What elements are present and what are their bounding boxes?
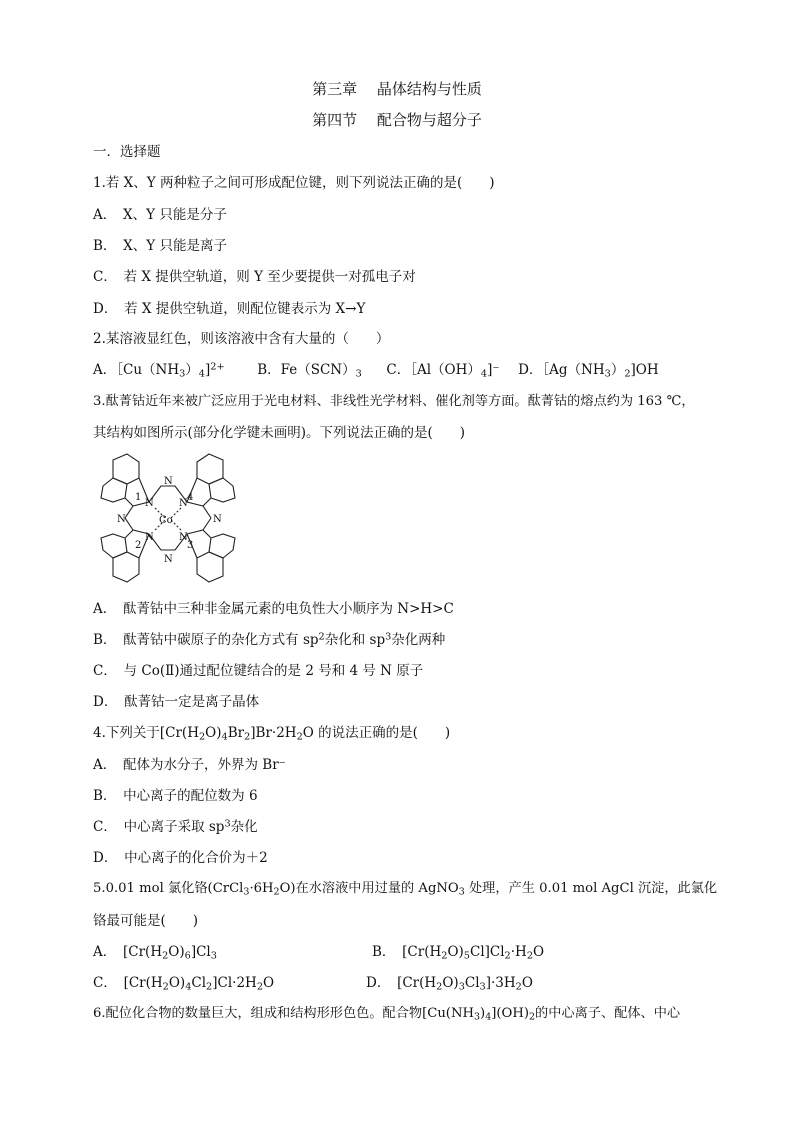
fig-label-2: 2 [135, 540, 142, 551]
q2-stem: 2.某溶液显红色，则该溶液中含有大量的（ ） [93, 331, 390, 347]
q2-options [93, 361, 733, 379]
chapter-title: 第三章 晶体结构与性质 [312, 80, 482, 98]
q5-option-c: C． $[Cr(H_2O)_4Cl_2]Cl\cdot 2H_2O$ [93, 975, 275, 993]
q4-option-c: C． 中心离子采取 $sp^3$杂化 [93, 818, 258, 835]
q3-option-d: D． 酞菁钴一定是离子晶体 [93, 694, 260, 710]
fig-label-1: 1 [135, 492, 142, 503]
fig-n4: N [179, 498, 188, 509]
fig-n-left: N [117, 514, 126, 525]
fig-n-top: N [164, 476, 173, 487]
fig-label-3: 3 [187, 540, 194, 551]
q2-option-b: B．$Fe(SCN)_3$ [257, 362, 362, 380]
q1-option-c: C． 若 X 提供空轨道，则 Y 至少要提供一对孤电子对 [93, 269, 416, 285]
fig-n3: N [179, 532, 188, 543]
q4-option-a: A． 配体为水分子，外界为 Br⁻ [93, 757, 286, 773]
section-heading: 一．选择题 [93, 144, 161, 160]
q6-stem: 6.配位化合物的数量巨大，组成和结构形形色色。配合物$[Cu(NH_3)_4](OH)_2$的中心离子、配体、中心 [93, 1006, 681, 1023]
fig-n-right: N [213, 514, 222, 525]
q4-option-d: D． 中心离子的化合价为＋2 [93, 850, 268, 866]
q4-stem: 4.下列关于$[Cr(H_2O)_4Br_2]Br\cdot 2H_2O$ 的说法正确的是( ) [93, 725, 451, 743]
q1-option-d: D． 若 X 提供空轨道，则配位键表示为 X→Y [93, 301, 366, 317]
q1-option-a: A． X、Y 只能是分子 [93, 207, 227, 223]
q2-option-c: C．$[Al(OH)_4]^-$ [386, 362, 500, 380]
q5-option-a: A． $[Cr(H_2O)_6]Cl_3$ [93, 944, 217, 962]
q2-option-d: D．$[Ag(NH_3)_2]OH$ [518, 362, 659, 380]
fig-label-4: 4 [187, 492, 194, 503]
q1-option-b: B． X、Y 只能是离子 [93, 238, 227, 254]
section-title: 第四节 配合物与超分子 [312, 111, 482, 129]
fig-co-label: Co [159, 515, 173, 526]
q3-option-a: A． 酞菁钴中三种非金属元素的电负性大小顺序为 N>H>C [93, 601, 454, 617]
q5-option-b: B． $[Cr(H_2O)_5Cl]Cl_2\cdot H_2O$ [372, 944, 545, 962]
q3-stem-line2: 其结构如图所示(部分化学键未画明)。下列说法正确的是( ) [93, 425, 466, 441]
q5-stem-line1: 5.0.01 mol 氯化铬$(CrCl_3\cdot 6H_2O)$在水溶液中用过量的 AgNO$_3$ 处理，产生 0.01 mol AgCl 沉淀，此氯化 [93, 881, 718, 898]
phthalocyanine-structure-figure [93, 450, 243, 586]
fig-n1: N [145, 498, 154, 509]
q5-stem-line2: 铬最可能是( ) [93, 913, 199, 929]
q3-stem-line1: 3.酞菁钴近年来被广泛应用于光电材料、非线性光学材料、催化剂等方面。酞菁钴的熔点约为 163 ℃， [93, 394, 695, 409]
q2-option-a: A．$[Cu(NH_3)_4]^{2+}$ [93, 361, 225, 380]
q4-option-b: B． 中心离子的配位数为 6 [93, 788, 258, 804]
q3-option-c: C． 与 Co(Ⅱ)通过配位键结合的是 2 号和 4 号 N 原子 [93, 663, 424, 679]
fig-n-bottom: N [164, 554, 173, 565]
q1-stem: 1.若 X、Y 两种粒子之间可形成配位键，则下列说法正确的是( ) [93, 175, 495, 191]
q5-option-d: D． $[Cr(H_2O)_3Cl_3]\cdot 3H_2O$ [366, 975, 533, 993]
fig-n2: N [145, 532, 154, 543]
q3-option-b: B． 酞菁钴中碳原子的杂化方式有 $sp^2$杂化和 $sp^3$杂化两种 [93, 631, 446, 648]
